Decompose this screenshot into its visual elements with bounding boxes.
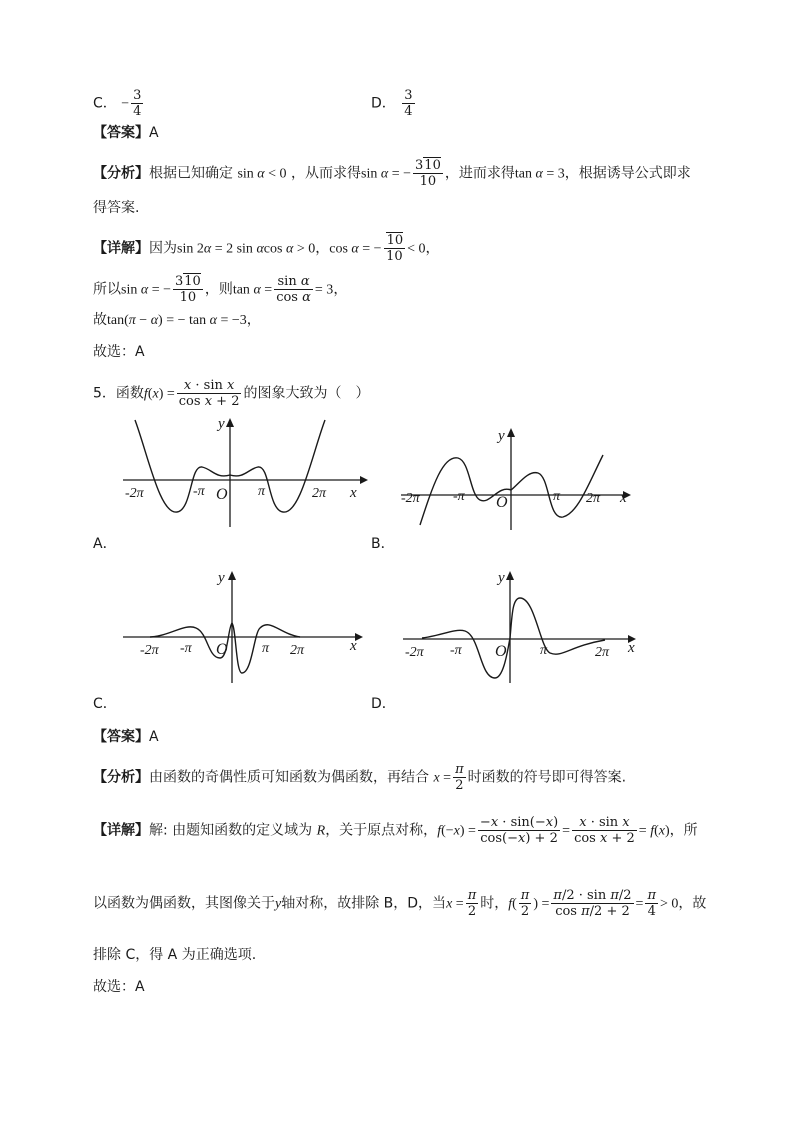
- q5-detail: 【详解】解: 由题知函数的定义域为 R，关于原点对称，f(−x) = $\frac{-x \cdot \sin(-x)}{\cos(-x) + 2}$ = $\frac{\text{x · sin x}}{\text{cos x + 2}}$ = f(x)，所: [93, 815, 698, 846]
- graph-c: [120, 568, 365, 688]
- svg-text:-2π: -2π: [140, 643, 159, 658]
- svg-text:2π: 2π: [586, 491, 601, 506]
- option-d: D． $\frac{3}{4}$: [371, 88, 413, 119]
- option-b-label: B．: [371, 536, 395, 552]
- svg-text:y: y: [218, 416, 225, 432]
- option-c: C． − $\frac{3}{4}$: [93, 88, 142, 119]
- svg-text:π: π: [540, 643, 548, 658]
- option-a-label: A．: [93, 536, 117, 552]
- svg-text:x: x: [350, 638, 357, 654]
- svg-text:π: π: [258, 484, 266, 499]
- q5-choose: 故选：A: [93, 979, 145, 995]
- svg-text:O: O: [495, 643, 507, 660]
- svg-text:y: y: [498, 570, 505, 586]
- fraction: $\frac{3}{4}$: [404, 88, 413, 119]
- svg-text:-π: -π: [453, 489, 465, 504]
- svg-text:-2π: -2π: [125, 486, 144, 501]
- svg-text:y: y: [218, 570, 225, 586]
- q5-analysis: 【分析】由函数的奇偶性质可知函数为偶函数，再结合 x = $\frac{\pi}{2}$ 时函数的符号即可得答案.: [93, 762, 627, 793]
- q5-stem: 5．函数f(x) = $\frac{\text{x · sin x}}{\text{cos x + 2}}$ 的图象大致为（ ）: [93, 378, 370, 409]
- svg-text:O: O: [496, 494, 508, 511]
- graph-a: [120, 415, 365, 530]
- q5-answer: 【答案】A: [93, 729, 159, 745]
- q4-choose: 故选：A: [93, 344, 145, 360]
- svg-text:-π: -π: [180, 641, 192, 656]
- svg-text:x: x: [628, 640, 635, 656]
- q4-detail-line2: 所以sin α = − $\frac{310}{10}$ ，则tan α = $\frac{\text{sin α}}{\text{cos α}}$ = 3，: [93, 274, 348, 305]
- graph-b: [398, 425, 638, 530]
- svg-text:y: y: [498, 428, 505, 444]
- option-c-label: C．: [93, 696, 117, 712]
- svg-text:O: O: [216, 486, 228, 503]
- graph-d: [400, 568, 640, 688]
- q4-answer: 【答案】A: [93, 125, 159, 141]
- svg-text:-2π: -2π: [401, 491, 420, 506]
- svg-text:π: π: [553, 489, 561, 504]
- svg-text:x: x: [350, 485, 357, 501]
- svg-text:x: x: [620, 490, 627, 506]
- svg-text:-π: -π: [450, 643, 462, 658]
- svg-text:2π: 2π: [595, 645, 610, 660]
- svg-text:-2π: -2π: [405, 645, 424, 660]
- svg-text:π: π: [262, 641, 270, 656]
- q4-analysis-line2: 得答案.: [93, 200, 140, 216]
- svg-text:O: O: [216, 641, 228, 658]
- q5-detail-line2: 以函数为偶函数，其图像关于y轴对称，故排除 B，D，当x = $\frac{\pi}{2}$ 时，f( $\frac{\pi}{2}$ ) = $\frac{\text{π/2 · sin π/2}}{\text{cos π/2 + 2}}$ = $\frac{\pi}{4}$ > 0，故: [93, 888, 707, 919]
- svg-text:2π: 2π: [312, 486, 327, 501]
- option-d-label: D．: [371, 696, 396, 712]
- q4-detail-line3: 故tan(π − α) = − tan α = −3，: [93, 312, 261, 328]
- svg-text:-π: -π: [193, 484, 205, 499]
- q4-analysis: 【分析】根据已知确定 sin α < 0 ，从而求得sin α = − $\frac{310}{10}$ ，进而求得tan α = 3，根据诱导公式即求: [93, 158, 691, 189]
- svg-text:2π: 2π: [290, 643, 305, 658]
- fraction: $\frac{3}{4}$: [133, 88, 142, 119]
- q4-detail: 【详解】因为sin 2α = 2 sin αcos α > 0，cos α = − $\frac{10}{10}$ < 0，: [93, 233, 440, 264]
- q5-detail-line3: 排除 C，得 A 为正确选项.: [93, 947, 257, 963]
